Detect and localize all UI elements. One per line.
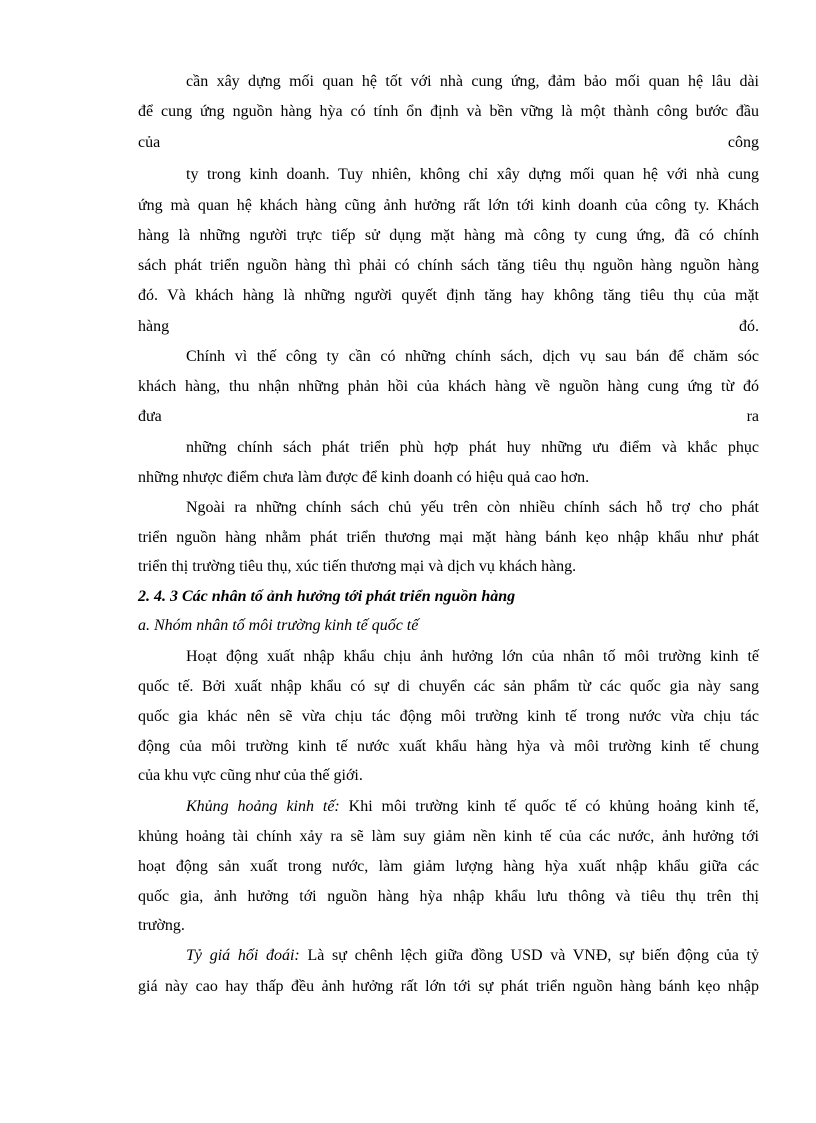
text-run: Khi môi trường kinh tế quốc tế có khủng hoảng kinh tế,: [339, 798, 759, 815]
text-line: khách hàng, thu nhận những phản hồi của khách hàng về nguồn hàng cung ứng từ đó: [138, 378, 759, 395]
text-line: ty trong kinh doanh. Tuy nhiên, không chỉ xây dựng mối quan hệ với nhà cung: [186, 166, 759, 183]
text-line: [138, 407, 759, 427]
text-line: [186, 797, 759, 817]
section-heading: 2. 4. 3 Các nhân tố ảnh hưởng tới phát triển nguồn hàng: [138, 588, 516, 605]
text-line: sách phát triển nguồn hàng thì phải có chính sách tăng tiêu thụ nguồn hàng nguồn hàng: [138, 257, 759, 274]
subsection-heading: a. Nhóm nhân tố môi trường kinh tế quốc tế: [138, 617, 419, 634]
text-word: công: [727, 134, 759, 151]
text-line: quốc gia khác nên sẽ vừa chịu tác động môi trường kinh tế trong nước vừa chịu tác: [138, 708, 759, 725]
text-line: đó. Và khách hàng là những người quyết định tăng hay không tăng tiêu thụ của mặt: [138, 287, 759, 304]
text-run: Là sự chênh lệch giữa đồng USD và VNĐ, sự biến động của tỷ: [299, 947, 759, 964]
text-line: ứng mà quan hệ khách hàng cũng ảnh hưởng rất lớn tới kinh doanh của công ty. Khách: [138, 197, 759, 214]
text-line: cần xây dựng mối quan hệ tốt với nhà cung ứng, đảm bảo mối quan hệ lâu dài: [186, 73, 759, 90]
text-line: giá này cao hay thấp đều ảnh hưởng rất lớn tới sự phát triển nguồn hàng bánh kẹo nhập: [138, 978, 759, 995]
text-line: [186, 946, 759, 966]
text-word: của: [138, 134, 161, 151]
text-line: để cung ứng nguồn hàng hỳa có tính ổn định và bền vững là một thành công bước đầu: [138, 103, 759, 120]
text-word: đưa: [138, 408, 162, 425]
text-word: ra: [746, 408, 759, 425]
text-line: trường.: [138, 917, 185, 934]
text-line: quốc tế. Bởi xuất nhập khẩu có sự di chuyển các sản phẩm từ các quốc gia này sang: [138, 678, 759, 695]
text-line: triển thị trường tiêu thụ, xúc tiến thương mại và dịch vụ khách hàng.: [138, 558, 577, 575]
text-line: Hoạt động xuất nhập khẩu chịu ảnh hưởng lớn của nhân tố môi trường kinh tế: [186, 648, 759, 665]
text-line: Ngoài ra những chính sách chủ yếu trên còn nhiều chính sách hỗ trợ cho phát: [186, 499, 759, 516]
text-word: đó.: [739, 318, 759, 335]
text-line: hàng là những người trực tiếp sử dụng mặt hàng mà công ty cung ứng, đã có chính: [138, 227, 759, 244]
text-line: hoạt động sản xuất trong nước, làm giảm lượng hàng hỳa xuất nhập khẩu giữa các: [138, 858, 759, 875]
text-line: quốc gia, ảnh hưởng tới nguồn hàng hỳa nhập khẩu lưu thông và tiêu thụ trên thị: [138, 888, 759, 905]
term-exchange-rate: Tỷ giá hối đoái:: [186, 947, 300, 964]
text-line: động của môi trường kinh tế nước xuất khẩu hàng hỳa và môi trường kinh tế chung: [138, 738, 759, 755]
text-line: Chính vì thế công ty cần có những chính sách, dịch vụ sau bán để chăm sóc: [186, 348, 759, 365]
text-line: [138, 317, 759, 337]
text-line: của khu vực cũng như của thế giới.: [138, 767, 363, 784]
term-crisis: Khủng hoảng kinh tế:: [186, 798, 340, 815]
text-line: triển nguồn hàng nhằm phát triển thương mại mặt hàng bánh kẹo nhập khẩu như phát: [138, 529, 759, 546]
text-line: khủng hoảng tài chính xảy ra sẽ làm suy giảm nền kinh tế của các nước, ảnh hưởng tới: [138, 828, 759, 845]
text-word: hàng: [138, 318, 170, 335]
text-line: những chính sách phát triển phù hợp phát huy những ưu điểm và khắc phục: [186, 439, 759, 456]
text-line: [138, 133, 759, 153]
text-line: những nhược điểm chưa làm được để kinh doanh có hiệu quả cao hơn.: [138, 469, 590, 486]
